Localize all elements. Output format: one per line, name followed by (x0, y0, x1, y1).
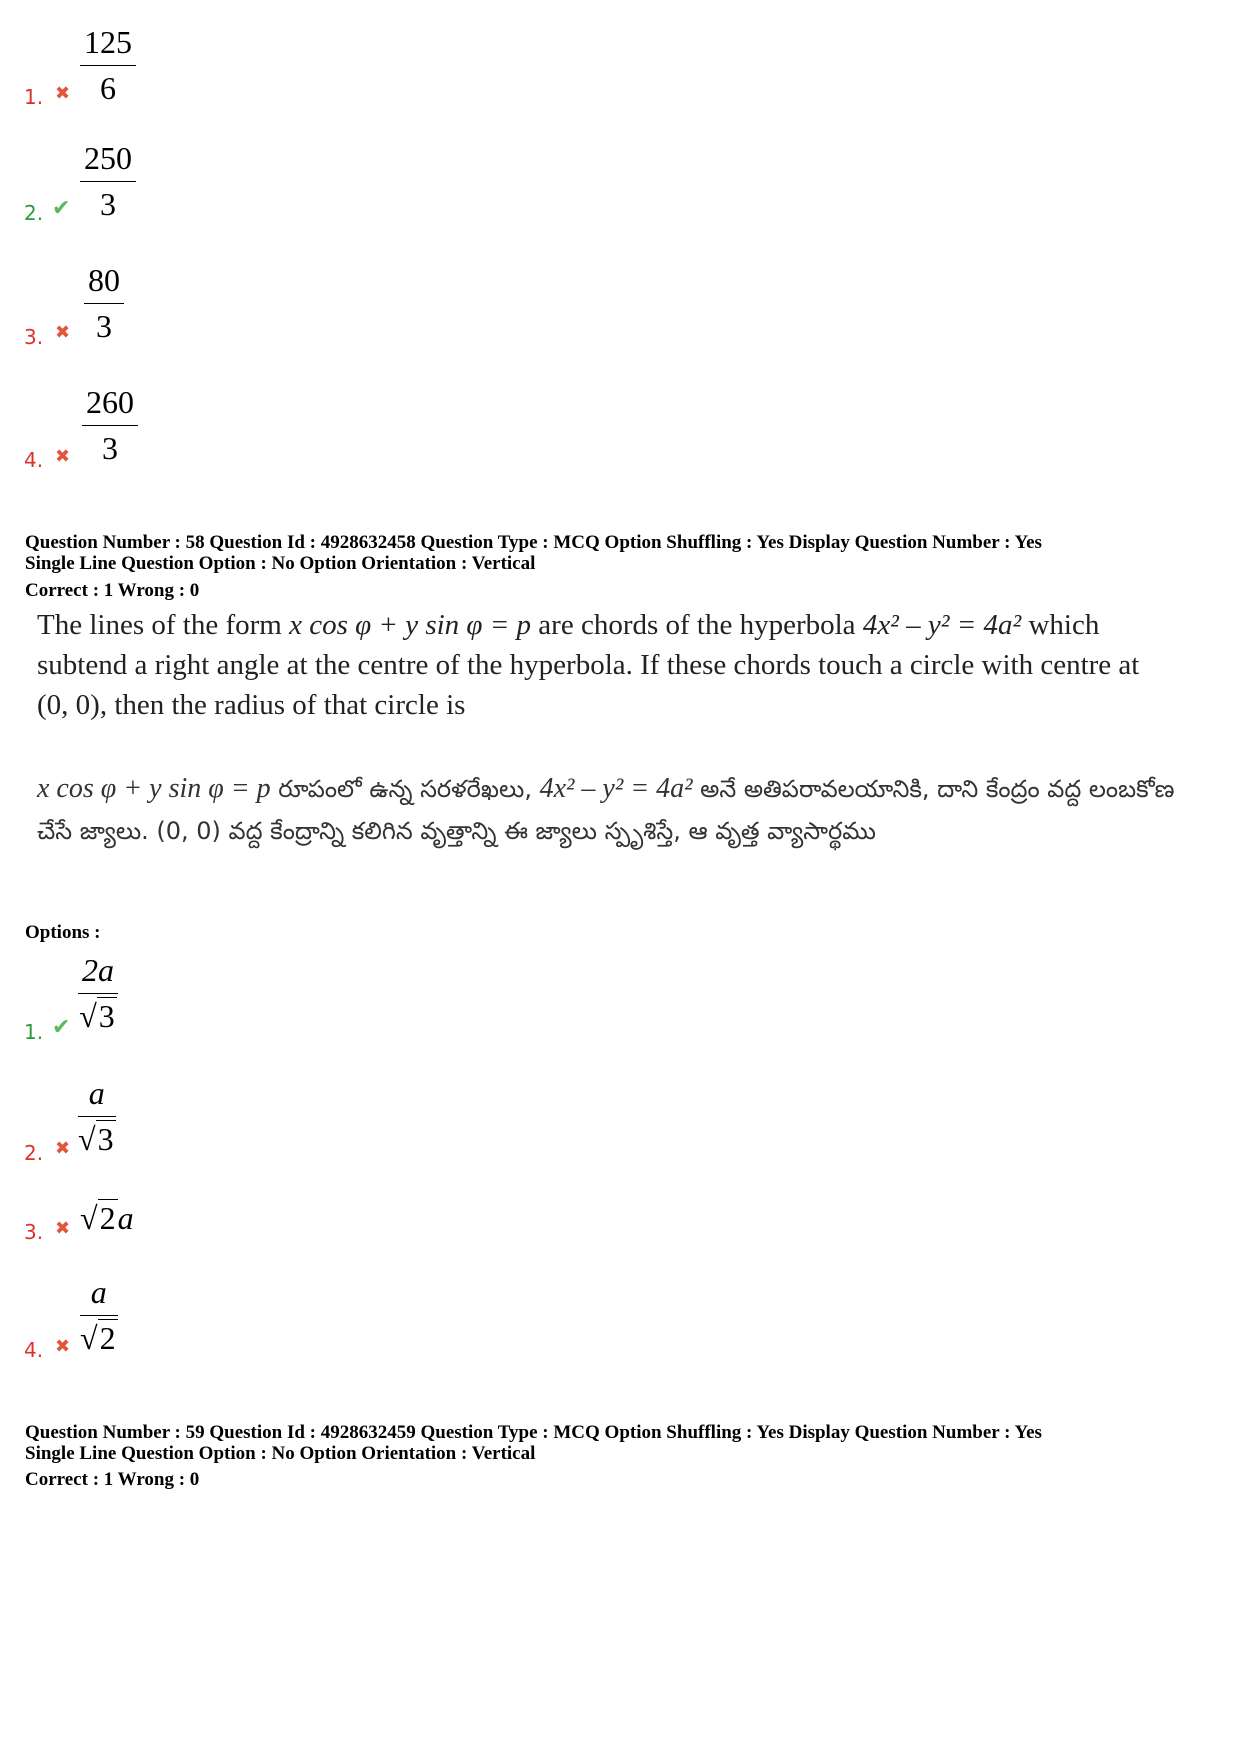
wrong-mark-icon: ✖ (55, 1218, 71, 1239)
option-fraction (82, 384, 138, 467)
equation-line-form: x cos φ + y sin φ = p (289, 609, 532, 641)
fraction-numerator: 80 (84, 262, 124, 304)
wrong-mark-icon: ✖ (55, 83, 71, 104)
fraction-numerator: 125 (80, 24, 136, 66)
fraction-numerator: 250 (80, 140, 136, 182)
fraction-denominator: 3 (100, 186, 116, 222)
option-fraction (80, 140, 136, 223)
question-59-score: Correct : 1 Wrong : 0 (25, 1469, 200, 1490)
fraction-denominator: 3 (102, 430, 118, 466)
fraction-numerator: a (78, 1075, 116, 1117)
wrong-mark-icon: ✖ (55, 322, 71, 343)
question-59-meta (25, 1422, 1042, 1464)
question-meta-line-2: Single Line Question Option : No Option Orientation : Vertical (25, 1443, 536, 1464)
option-number: 3. (24, 1220, 44, 1244)
equation-hyperbola: 4x² – y² = 4a² (862, 609, 1022, 641)
option-number: 1. (24, 85, 44, 109)
equation-line-form: x cos φ + y sin φ = p (37, 773, 271, 804)
option-number: 4. (24, 448, 44, 472)
question-58-meta (25, 532, 1042, 574)
question-58-telugu-text: x cos φ + y sin φ = p రూపంలో ఉన్న సరళరేఖలు, 4x² – y² = 4a² అనే అతిపరావలయానికి, దాని కేంద్రం వద్ద లంబకోణ చేసే జ్యాలు. (0, 0) వద్ద కేంద్రాన్ని కలిగిన వృత్తాన్ని ఈ జ్యాలు స్పృశిస్తే, ఆ వృత్త వ్యాసార్థము (37, 773, 1175, 845)
option-fraction (84, 262, 124, 345)
fraction-denominator: 3 (96, 308, 112, 344)
fraction-denominator: 6 (100, 70, 116, 106)
option-fraction (78, 952, 118, 1035)
fraction-numerator: 2a (78, 952, 118, 994)
fraction-numerator: a (80, 1274, 118, 1316)
option-number: 3. (24, 325, 44, 349)
fraction-denominator: √3 (78, 1121, 114, 1157)
wrong-mark-icon: ✖ (55, 1336, 71, 1357)
option-fraction (80, 1274, 118, 1357)
option-number: 2. (24, 201, 44, 225)
fraction-denominator: √2 (80, 1320, 116, 1356)
question-58-score: Correct : 1 Wrong : 0 (25, 580, 200, 601)
question-meta-line-1: Question Number : 58 Question Id : 4928632458 Question Type : MCQ Option Shuffling : Yes Display Question Number : Yes (25, 532, 1042, 553)
options-label: Options : (25, 922, 101, 943)
option-number: 4. (24, 1338, 44, 1362)
fraction-numerator: 260 (82, 384, 138, 426)
correct-check-icon: ✔ (52, 1015, 71, 1040)
option-number: 1. (24, 1020, 44, 1044)
correct-check-icon: ✔ (52, 196, 71, 221)
wrong-mark-icon: ✖ (55, 1138, 71, 1159)
option-number: 2. (24, 1141, 44, 1165)
question-meta-line-1: Question Number : 59 Question Id : 4928632459 Question Type : MCQ Option Shuffling : Yes Display Question Number : Yes (25, 1422, 1042, 1443)
option-fraction (80, 24, 136, 107)
equation-hyperbola: 4x² – y² = 4a² (539, 773, 693, 804)
option-fraction (78, 1075, 116, 1158)
wrong-mark-icon: ✖ (55, 446, 71, 467)
question-58-english-text: The lines of the form x cos φ + y sin φ = p are chords of the hyperbola 4x² – y² = 4a² which subtend a right angle at the centre of the hyperbola. If these chords touch a circle with centre at (0, 0), then the radius of that circle is (37, 609, 1140, 721)
option-expression: √2a (80, 1200, 134, 1236)
fraction-denominator: √3 (79, 998, 115, 1034)
question-meta-line-2: Single Line Question Option : No Option Orientation : Vertical (25, 553, 536, 574)
